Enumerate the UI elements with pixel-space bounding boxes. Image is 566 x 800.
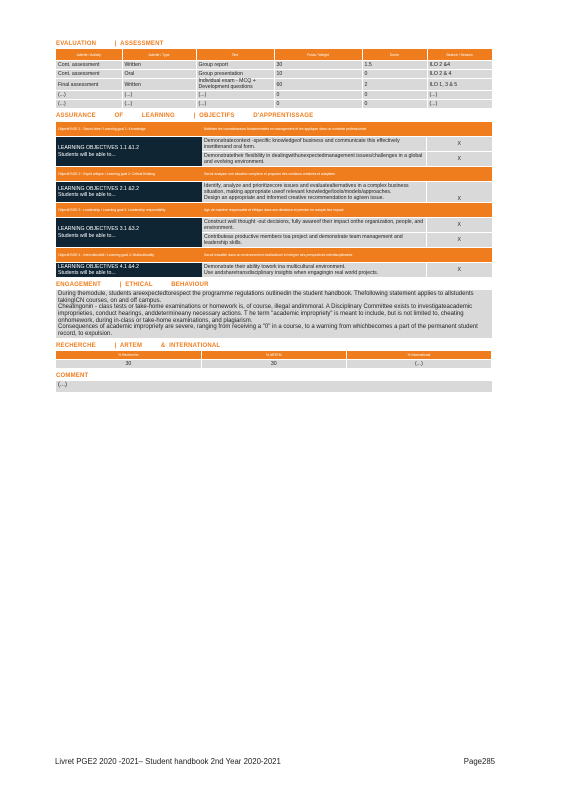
table-header: % International <box>346 351 491 360</box>
table-row <box>56 91 492 100</box>
engagement-paragraph: Consequences of academic impropriety are severe, ranging from receiving a "0" in a course, to a warning from whichbecomes a part of the permanent student record, to expulsion. <box>58 324 478 337</box>
learning-goal-label: Objectif BGE 1 : Savoir-faire / Learning goal 1: Knowledge <box>56 122 202 137</box>
learning-objective-text: Construct well thought -out decisions, fully awareof their impact onthe organization, people, and environment. <box>202 218 426 233</box>
learning-objective-label: LEARNING OBJECTIVES 1.1 &1.2 Students will be able to... <box>56 137 202 167</box>
engagement-paragraph: During themodule, students areexpectedtorespect the programme regulations outlinedin the student handbook. Thefollowing statement applies to allstudents takingICN courses, on and off campus. <box>58 291 474 304</box>
learning-goal-header <box>56 122 492 137</box>
table-cell: 10 <box>274 70 362 79</box>
learning-objective-label: LEARNING OBJECTIVES 3.1 &3.2 Students will be able to... <box>56 218 202 248</box>
learning-goal-description: Savoir analyser une situation complexe et proposer des solutions créatives et adaptées <box>202 167 492 182</box>
learning-goal-description: Maîtriser les connaissances fondamentales en management et les appliquer dans un contexte professionnel <box>202 122 492 137</box>
page-content <box>56 40 492 392</box>
table-cell: ILO 2 & 4 <box>427 70 492 79</box>
table-header: Activité / Type <box>122 49 196 61</box>
table-row <box>56 79 492 91</box>
learning-objective-row <box>56 263 492 278</box>
table-cell: 60 <box>274 79 362 91</box>
page-footer <box>55 757 495 766</box>
learning-objective-label: LEARNING OBJECTIVES 4.1 &4.2 Students will be able to... <box>56 263 202 278</box>
evaluation-header-row <box>56 49 492 61</box>
table-cell: (...) <box>56 91 122 100</box>
table-cell: Oral <box>122 70 196 79</box>
table-cell: Individual exam - MCQ + Development questions <box>196 79 274 91</box>
table-cell: Cont. assessment <box>56 61 122 70</box>
table-cell: Group presentation <box>196 70 274 79</box>
table-header: Durée <box>362 49 427 61</box>
table-cell: (...) <box>196 100 274 109</box>
table-row <box>56 61 492 70</box>
page-number: Page285 <box>463 757 495 766</box>
learning-objective-text: Demonstrate their ability towork ina multicultural environment. Use andsharetransdisciplinary insights when engagingin real world projects. <box>202 263 426 278</box>
table-cell: Cont. assessment <box>56 70 122 79</box>
table-cell: 30 <box>56 360 201 369</box>
engagement-text <box>56 290 492 338</box>
table-cell: (...) <box>122 100 196 109</box>
learning-objective-text: Demonstratetheir flexibility in dealingwithunexpectedmanagement issues/challenges in a global and evolving environment. <box>202 152 426 167</box>
engagement-title: ENGAGEMENT | ETHICAL BEHAVIOUR <box>56 282 209 289</box>
learning-goal-label: Objectif BGE 3 : Leadership / Learning goal 3: Leadership responsibility <box>56 203 202 218</box>
objective-mark: X <box>426 152 492 167</box>
learning-goal-description: Agir de manière responsable et éthique dans ses décisions et prendre en compte leur impact <box>202 203 492 218</box>
learning-goal-header <box>56 203 492 218</box>
table-cell: 0 <box>274 91 362 100</box>
footer-text: Livret PGE2 2020 -2021– Student handbook 2nd Year 2020-2021 <box>55 757 281 766</box>
learning-goal-label: Objectif BGE 2 : Esprit critique / Learning goal 2: Critical thinking <box>56 167 202 182</box>
table-cell: Written <box>122 79 196 91</box>
objective-mark: X <box>426 218 492 233</box>
table-header: % ARTEM <box>201 351 346 360</box>
table-cell: 0 <box>362 70 427 79</box>
table-row <box>56 360 492 369</box>
table-cell: Group report <box>196 61 274 70</box>
table-cell: 0 <box>362 100 427 109</box>
objective-mark: X <box>426 263 492 278</box>
objective-mark: X <box>426 137 492 152</box>
evaluation-title: EVALUATION | ASSESSMENT <box>56 41 164 47</box>
table-header: Titre <box>196 49 274 61</box>
table-cell: (...) <box>122 91 196 100</box>
table-cell: 0 <box>362 91 427 100</box>
comment-title: COMMENT <box>56 373 89 380</box>
objective-mark: X <box>426 233 492 248</box>
table-cell: (...) <box>346 360 491 369</box>
evaluation-table <box>56 49 493 108</box>
research-table <box>56 351 492 368</box>
table-cell: 30 <box>274 61 362 70</box>
learning-objective-row <box>56 137 492 152</box>
learning-goal-header <box>56 248 492 263</box>
engagement-paragraph: Cheatingonin - class tests or take-home examinations or homework is, of course, illegal andimmoral. A Disciplinary Committee exists to investigateacademic improprieties, conduct hearings, anddetermineany necessary actions. T he term "academic impropriety" is meant to include, but is not limited to, cheating onhomework, during in-class or take-home examinations, and plagiarism. <box>58 304 473 324</box>
table-cell: 0 <box>274 100 362 109</box>
table-row <box>56 100 492 109</box>
learning-objective-row <box>56 182 492 203</box>
learning-goal-description: Savoir travailler dans un environnement multiculturel et intégrer des perspectives interdisciplinaires <box>202 248 492 263</box>
research-header-row <box>56 351 492 360</box>
learning-objective-row <box>56 218 492 233</box>
objective-mark: X <box>426 182 492 203</box>
table-cell: Final assessment <box>56 79 122 91</box>
table-cell: (...) <box>196 91 274 100</box>
table-header: Séance / Session <box>427 49 492 61</box>
learning-objective-text: Identify, analyze and prioritizecore issues and evaluatealternatives in a complex business situation, making appropriate useof relevant knowledge/tools/models/approaches. Design an appropriate and informed creative recommendation to agiven issue. <box>202 182 426 203</box>
table-row <box>56 70 492 79</box>
table-cell: (...) <box>56 100 122 109</box>
table-header: Poids / Weight <box>274 49 362 61</box>
table-cell: ILO 1, 3 & 5 <box>427 79 492 91</box>
assurance-title: ASSURANCE OF LEARNING | OBJECTIFS D'APPRENTISSAGE <box>56 113 314 120</box>
research-title: RECHERCHE | ARTEM & INTERNATIONAL <box>56 343 221 350</box>
table-cell: (...) <box>427 100 492 109</box>
table-cell: 30 <box>201 360 346 369</box>
learning-objective-text: Contributeas productive members toa project and demonstrate team management and leadership skills. <box>202 233 426 248</box>
table-cell: ILO 2 &4 <box>427 61 492 70</box>
learning-objectives-table <box>56 121 492 277</box>
learning-goal-header <box>56 167 492 182</box>
learning-goal-label: Objectif BGE 4 : Interculturalité / Learning goal 4: Multiculturality <box>56 248 202 263</box>
learning-objective-label: LEARNING OBJECTIVES 2.1 &2.2 Students will be able to... <box>56 182 202 203</box>
comment-text: (...) <box>56 381 492 392</box>
table-cell: (...) <box>427 91 492 100</box>
learning-objective-text: Demonstratecontext -specific knowledgeof business and communicate this effectively inwrittenand oral form. <box>202 137 426 152</box>
table-header: Activité / Activity <box>56 49 122 61</box>
table-cell: Written <box>122 61 196 70</box>
table-cell: 1.5 <box>362 61 427 70</box>
table-header: % Recherche <box>56 351 201 360</box>
table-cell: 2 <box>362 79 427 91</box>
